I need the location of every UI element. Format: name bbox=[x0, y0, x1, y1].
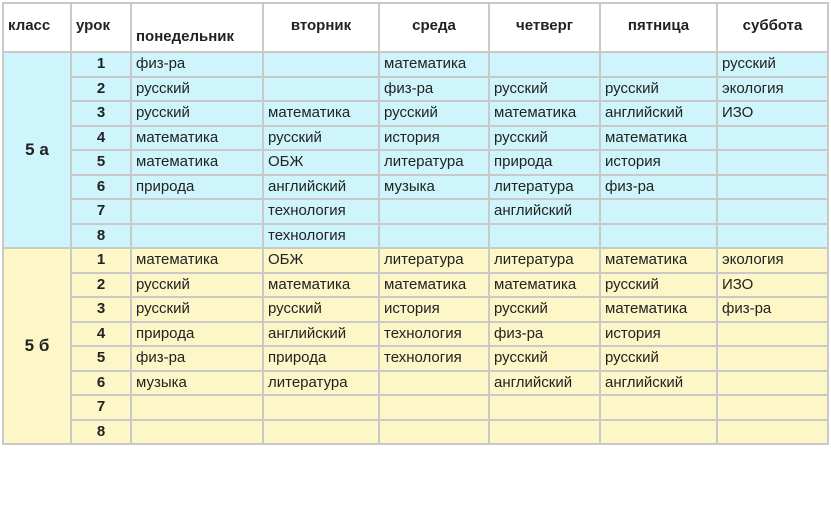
subject-cell: математика bbox=[263, 273, 379, 298]
subject-cell: русский bbox=[131, 297, 263, 322]
subject-cell: литература bbox=[489, 248, 600, 273]
subject-cell: русский bbox=[489, 77, 600, 102]
subject-cell: литература bbox=[263, 371, 379, 396]
subject-cell: английский bbox=[489, 371, 600, 396]
subject-cell bbox=[379, 199, 489, 224]
subject-cell bbox=[717, 126, 828, 151]
lesson-number-cell: 8 bbox=[71, 420, 131, 445]
subject-cell bbox=[717, 346, 828, 371]
table-row bbox=[3, 224, 828, 249]
subject-cell: технология bbox=[379, 322, 489, 347]
subject-cell bbox=[379, 224, 489, 249]
subject-cell: физ-ра bbox=[717, 297, 828, 322]
subject-cell: русский bbox=[263, 126, 379, 151]
subject-cell bbox=[717, 175, 828, 200]
subject-cell bbox=[600, 395, 717, 420]
table-row bbox=[3, 101, 828, 126]
lesson-number-cell: 6 bbox=[71, 175, 131, 200]
header-day-monday: понедельник bbox=[131, 3, 263, 52]
subject-cell: история bbox=[379, 126, 489, 151]
subject-cell: английский bbox=[263, 322, 379, 347]
subject-cell: русский bbox=[131, 101, 263, 126]
subject-cell bbox=[600, 420, 717, 445]
header-day-wednesday: среда bbox=[379, 3, 489, 52]
subject-cell: математика bbox=[600, 297, 717, 322]
subject-cell: история bbox=[600, 150, 717, 175]
subject-cell: русский bbox=[131, 273, 263, 298]
subject-cell bbox=[717, 199, 828, 224]
subject-cell: физ-ра bbox=[600, 175, 717, 200]
subject-cell: литература bbox=[489, 175, 600, 200]
schedule-container bbox=[2, 2, 829, 445]
subject-cell: русский bbox=[379, 101, 489, 126]
table-row bbox=[3, 395, 828, 420]
subject-cell bbox=[263, 420, 379, 445]
subject-cell: физ-ра bbox=[131, 52, 263, 77]
class-name-cell: 5 б bbox=[3, 248, 71, 444]
subject-cell: музыка bbox=[131, 371, 263, 396]
header-lesson: урок bbox=[71, 3, 131, 52]
subject-cell bbox=[489, 420, 600, 445]
subject-cell: русский bbox=[600, 77, 717, 102]
subject-cell bbox=[263, 77, 379, 102]
subject-cell: русский bbox=[600, 346, 717, 371]
lesson-number-cell: 6 bbox=[71, 371, 131, 396]
subject-cell bbox=[131, 199, 263, 224]
subject-cell bbox=[600, 199, 717, 224]
lesson-number-cell: 5 bbox=[71, 346, 131, 371]
lesson-number-cell: 2 bbox=[71, 273, 131, 298]
lesson-number-cell: 2 bbox=[71, 77, 131, 102]
subject-cell bbox=[263, 52, 379, 77]
subject-cell: математика bbox=[131, 248, 263, 273]
subject-cell bbox=[131, 420, 263, 445]
subject-cell bbox=[489, 224, 600, 249]
table-row bbox=[3, 371, 828, 396]
subject-cell: литература bbox=[379, 150, 489, 175]
table-row bbox=[3, 297, 828, 322]
subject-cell: английский bbox=[489, 199, 600, 224]
subject-cell: технология bbox=[263, 224, 379, 249]
subject-cell: русский bbox=[489, 297, 600, 322]
subject-cell bbox=[717, 420, 828, 445]
subject-cell bbox=[600, 52, 717, 77]
table-row bbox=[3, 199, 828, 224]
subject-cell: физ-ра bbox=[379, 77, 489, 102]
subject-cell: ИЗО bbox=[717, 273, 828, 298]
subject-cell bbox=[131, 395, 263, 420]
subject-cell: ОБЖ bbox=[263, 150, 379, 175]
table-row bbox=[3, 273, 828, 298]
subject-cell bbox=[379, 395, 489, 420]
subject-cell: русский bbox=[263, 297, 379, 322]
subject-cell: технология bbox=[263, 199, 379, 224]
subject-cell bbox=[379, 371, 489, 396]
table-row bbox=[3, 248, 828, 273]
subject-cell bbox=[717, 322, 828, 347]
subject-cell: математика bbox=[131, 150, 263, 175]
subject-cell: русский bbox=[717, 52, 828, 77]
subject-cell: математика bbox=[263, 101, 379, 126]
subject-cell: литература bbox=[379, 248, 489, 273]
lesson-number-cell: 3 bbox=[71, 101, 131, 126]
subject-cell bbox=[717, 371, 828, 396]
subject-cell: математика bbox=[489, 273, 600, 298]
lesson-number-cell: 5 bbox=[71, 150, 131, 175]
subject-cell bbox=[489, 395, 600, 420]
subject-cell: экология bbox=[717, 77, 828, 102]
subject-cell: математика bbox=[489, 101, 600, 126]
subject-cell: история bbox=[600, 322, 717, 347]
subject-cell bbox=[131, 224, 263, 249]
lesson-number-cell: 4 bbox=[71, 322, 131, 347]
subject-cell: математика bbox=[600, 248, 717, 273]
header-day-thursday: четверг bbox=[489, 3, 600, 52]
table-row bbox=[3, 52, 828, 77]
schedule-table bbox=[2, 2, 829, 445]
header-day-tuesday: вторник bbox=[263, 3, 379, 52]
subject-cell: ОБЖ bbox=[263, 248, 379, 273]
table-row bbox=[3, 420, 828, 445]
subject-cell: русский bbox=[131, 77, 263, 102]
table-row bbox=[3, 77, 828, 102]
table-row bbox=[3, 322, 828, 347]
subject-cell: экология bbox=[717, 248, 828, 273]
subject-cell: природа bbox=[131, 175, 263, 200]
lesson-number-cell: 4 bbox=[71, 126, 131, 151]
subject-cell: русский bbox=[600, 273, 717, 298]
lesson-number-cell: 1 bbox=[71, 52, 131, 77]
subject-cell: русский bbox=[489, 126, 600, 151]
subject-cell bbox=[489, 52, 600, 77]
subject-cell: ИЗО bbox=[717, 101, 828, 126]
lesson-number-cell: 1 bbox=[71, 248, 131, 273]
subject-cell: математика bbox=[379, 52, 489, 77]
lesson-number-cell: 7 bbox=[71, 199, 131, 224]
subject-cell: природа bbox=[263, 346, 379, 371]
header-day-saturday: суббота bbox=[717, 3, 828, 52]
header-row bbox=[3, 3, 828, 52]
subject-cell: история bbox=[379, 297, 489, 322]
header-day-friday: пятница bbox=[600, 3, 717, 52]
subject-cell: английский bbox=[600, 101, 717, 126]
lesson-number-cell: 8 bbox=[71, 224, 131, 249]
subject-cell bbox=[717, 395, 828, 420]
lesson-number-cell: 3 bbox=[71, 297, 131, 322]
subject-cell bbox=[379, 420, 489, 445]
subject-cell: математика bbox=[600, 126, 717, 151]
subject-cell: русский bbox=[489, 346, 600, 371]
subject-cell bbox=[263, 395, 379, 420]
subject-cell bbox=[600, 224, 717, 249]
table-row bbox=[3, 346, 828, 371]
table-row bbox=[3, 150, 828, 175]
subject-cell bbox=[717, 224, 828, 249]
subject-cell: физ-ра bbox=[489, 322, 600, 347]
subject-cell bbox=[717, 150, 828, 175]
header-class: класс bbox=[3, 3, 71, 52]
subject-cell: музыка bbox=[379, 175, 489, 200]
lesson-number-cell: 7 bbox=[71, 395, 131, 420]
subject-cell: английский bbox=[600, 371, 717, 396]
table-row bbox=[3, 175, 828, 200]
subject-cell: природа bbox=[131, 322, 263, 347]
subject-cell: математика bbox=[379, 273, 489, 298]
subject-cell: природа bbox=[489, 150, 600, 175]
subject-cell: технология bbox=[379, 346, 489, 371]
subject-cell: английский bbox=[263, 175, 379, 200]
schedule-body bbox=[3, 52, 828, 444]
table-row bbox=[3, 126, 828, 151]
class-name-cell: 5 а bbox=[3, 52, 71, 248]
subject-cell: физ-ра bbox=[131, 346, 263, 371]
subject-cell: математика bbox=[131, 126, 263, 151]
